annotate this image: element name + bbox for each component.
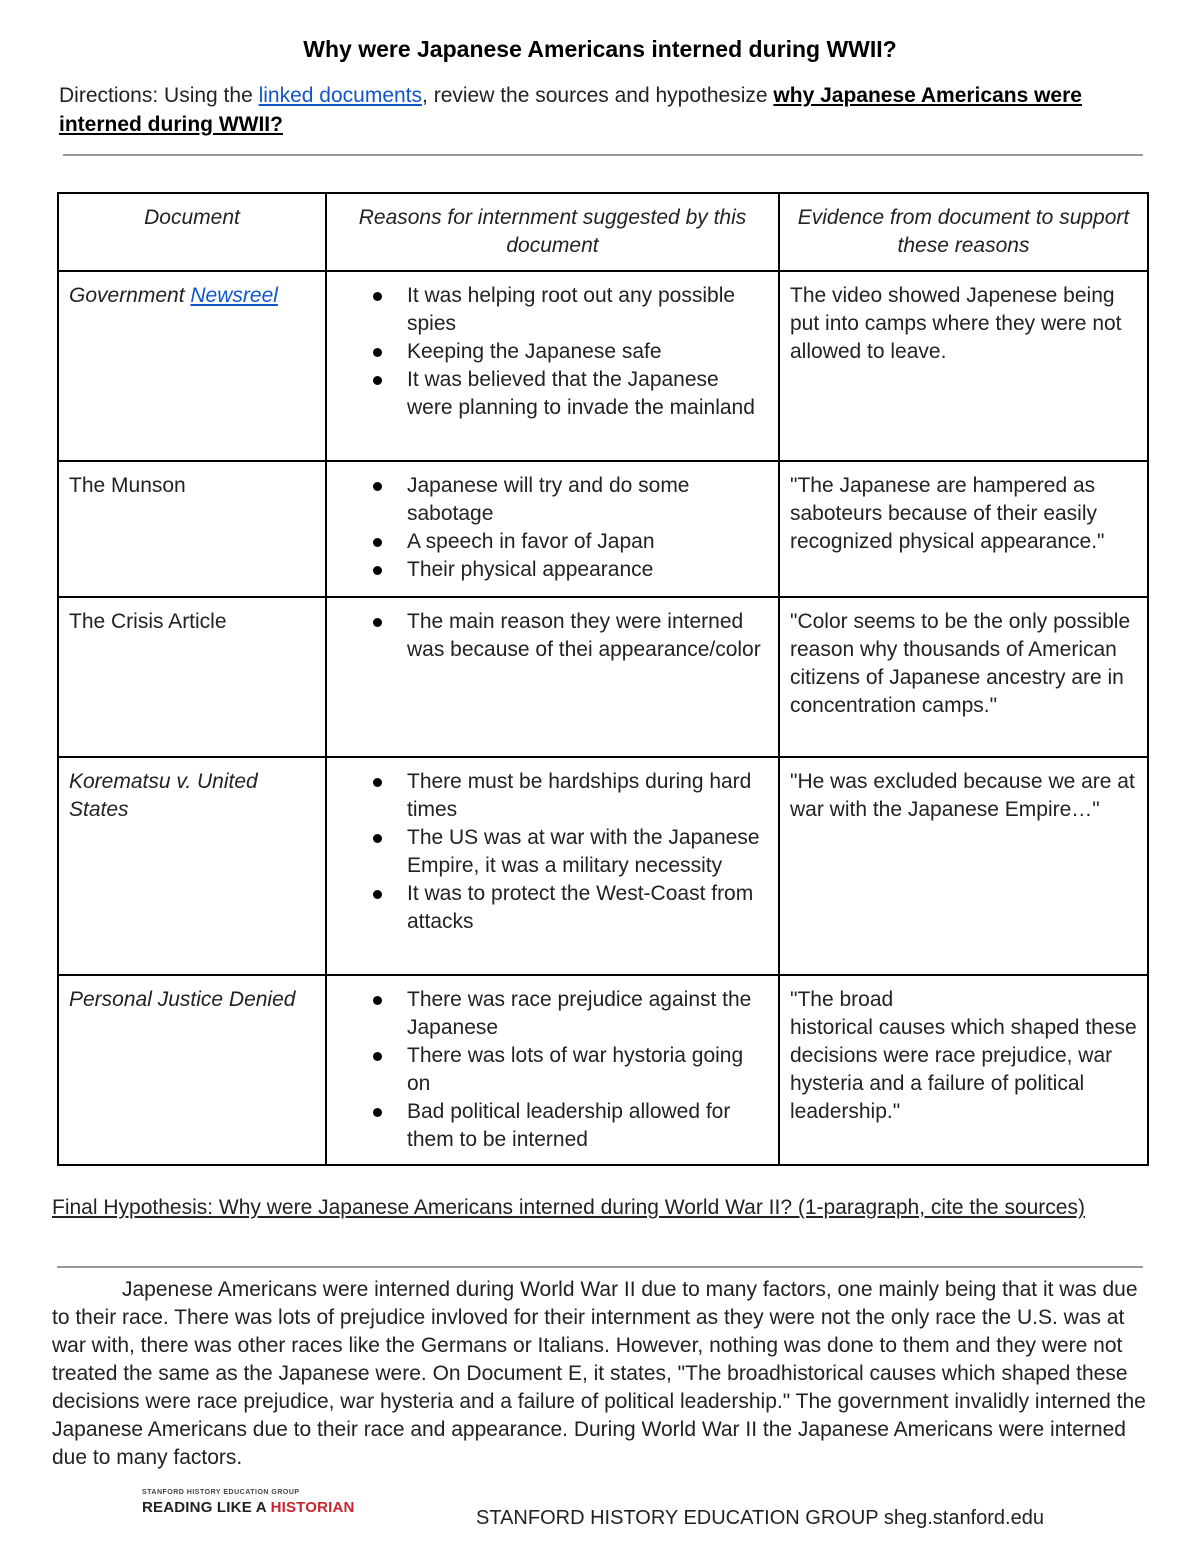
table-row — [58, 757, 1148, 975]
reason-item: Bad political leadership allowed for them to be interned — [407, 1098, 768, 1154]
evidence-cell: "The Japanese are hampered as saboteurs because of their easily recognized physical appearance." — [779, 461, 1148, 597]
logo-text-red: HISTORIAN — [270, 1499, 355, 1516]
reason-item: Keeping the Japanese safe — [407, 338, 768, 366]
table-row — [58, 975, 1148, 1165]
reason-item: It was believed that the Japanese were planning to invade the mainland — [407, 366, 768, 422]
directions-prefix: Directions: Using the — [59, 84, 259, 107]
document-name: Government — [69, 284, 191, 307]
reasons-cell — [326, 597, 779, 757]
logo-subtitle: STANFORD HISTORY EDUCATION GROUP — [142, 1489, 300, 1496]
reason-item: It was helping root out any possible spies — [407, 282, 768, 338]
documents-table — [57, 192, 1149, 1166]
column-header-evidence: Evidence from document to support these reasons — [779, 193, 1148, 271]
column-header-reasons: Reasons for internment suggested by this document — [326, 193, 779, 271]
reason-item: Japanese will try and do some sabotage — [407, 472, 768, 528]
document-cell: The Munson — [58, 461, 326, 597]
reasons-cell — [326, 271, 779, 461]
page-title: Why were Japanese Americans interned during WWII? — [303, 36, 897, 62]
reason-item: It was to protect the West-Coast from attacks — [407, 880, 768, 936]
reason-item: Their physical appearance — [407, 556, 768, 584]
reason-item: There was lots of war hystoria going on — [407, 1042, 768, 1098]
table-row — [58, 461, 1148, 597]
footer-text: STANFORD HISTORY EDUCATION GROUP sheg.stanford.edu — [476, 1507, 1044, 1529]
reason-item: There was race prejudice against the Japanese — [407, 986, 768, 1042]
table-header-row — [58, 193, 1148, 271]
hypothesis-answer: Japenese Americans were interned during World War II due to many factors, one mainly being that it was due to their race. There was lots of prejudice invloved for their internment as they were not the only race the U.S. was at war with, there was other races like the Germans or Italians. However, nothing was done to them and they were not treated the same as the Japanese were. On Document E, it states, "The broadhistorical causes which shaped these decisions were race prejudice, war hysteria and a failure of political leadership." The government invalidly interned the Japanese Americans due to their race and appearance. During World War II the Japanese Americans were interned due to many factors. — [52, 1278, 1146, 1469]
hypothesis-divider — [57, 1266, 1143, 1268]
newsreel-link[interactable]: Newsreel — [190, 284, 278, 307]
logo-text: READING LIKE A — [142, 1499, 271, 1516]
reasons-cell — [326, 461, 779, 597]
document-cell: Personal Justice Denied — [58, 975, 326, 1165]
document-cell: Korematsu v. United States — [58, 757, 326, 975]
table-row — [58, 271, 1148, 461]
evidence-cell: The video showed Japenese being put into camps where they were not allowed to leave. — [779, 271, 1148, 461]
reason-item: A speech in favor of Japan — [407, 528, 768, 556]
evidence-cell: "The broad historical causes which shaped these decisions were race prejudice, war hysteria and a failure of political leadership." — [779, 975, 1148, 1165]
reasons-cell — [326, 975, 779, 1165]
document-cell — [58, 271, 326, 461]
final-hypothesis-heading: Final Hypothesis: Why were Japanese Americans interned during World War II? (1-paragraph, cite the sources) — [52, 1196, 1085, 1219]
directions — [59, 81, 1154, 139]
document-cell: The Crisis Article — [58, 597, 326, 757]
evidence-cell: "Color seems to be the only possible reason why thousands of American citizens of Japanese ancestry are in concentration camps." — [779, 597, 1148, 757]
table-row — [58, 597, 1148, 757]
reasons-cell — [326, 757, 779, 975]
reason-item: The main reason they were interned was because of thei appearance/color — [407, 608, 768, 664]
directions-question: why Japanese Americans were interned during WWII? — [59, 84, 1082, 136]
header-divider — [63, 154, 1143, 156]
evidence-cell: "He was excluded because we are at war with the Japanese Empire…" — [779, 757, 1148, 975]
reading-like-a-historian-logo — [142, 1489, 382, 1527]
linked-documents-link[interactable]: linked documents — [258, 84, 423, 107]
reason-item: The US was at war with the Japanese Empire, it was a military necessity — [407, 824, 768, 880]
reason-item: There must be hardships during hard times — [407, 768, 768, 824]
column-header-document: Document — [58, 193, 326, 271]
directions-middle: , review the sources and hypothesize — [422, 84, 774, 107]
